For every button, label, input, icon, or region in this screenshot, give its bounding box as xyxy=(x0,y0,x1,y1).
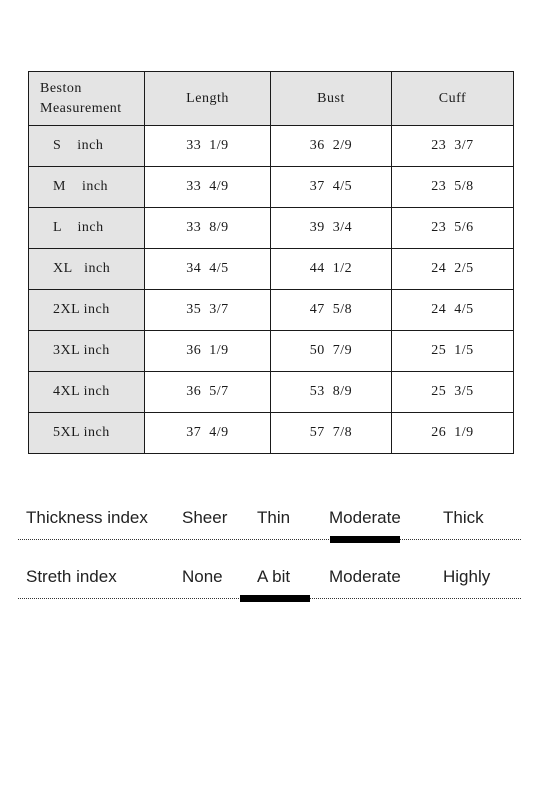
cuff-cell: 25 3/5 xyxy=(392,372,514,413)
table-row xyxy=(29,331,514,372)
header-corner-line2: Measurement xyxy=(40,100,122,116)
cuff-cell: 23 3/7 xyxy=(392,126,514,167)
header-corner-line1: Beston xyxy=(40,80,82,96)
bust-cell: 44 1/2 xyxy=(271,249,392,290)
stretch-index-scale xyxy=(18,567,521,627)
length-cell: 36 1/9 xyxy=(145,331,271,372)
size-chart-table xyxy=(28,71,514,454)
size-label: 4XL inch xyxy=(29,372,145,413)
cuff-cell: 24 4/5 xyxy=(392,290,514,331)
cuff-cell: 25 1/5 xyxy=(392,331,514,372)
size-label: M inch xyxy=(29,167,145,208)
bust-cell: 53 8/9 xyxy=(271,372,392,413)
cuff-cell: 23 5/8 xyxy=(392,167,514,208)
size-label: 5XL inch xyxy=(29,413,145,454)
thickness-option-thin: Thin xyxy=(257,508,291,527)
bust-cell: 36 2/9 xyxy=(271,126,392,167)
thickness-option-moderate: Moderate xyxy=(329,508,401,527)
cuff-cell: 23 5/6 xyxy=(392,208,514,249)
size-label: 2XL inch xyxy=(29,290,145,331)
bust-cell: 50 7/9 xyxy=(271,331,392,372)
thickness-index-scale xyxy=(18,508,521,568)
size-label: 3XL inch xyxy=(29,331,145,372)
length-cell: 33 8/9 xyxy=(145,208,271,249)
length-cell: 37 4/9 xyxy=(145,413,271,454)
size-label: XL inch xyxy=(29,249,145,290)
stretch-index-label: Streth index xyxy=(26,567,117,586)
thickness-dotted-line xyxy=(18,539,521,540)
bust-cell: 57 7/8 xyxy=(271,413,392,454)
length-cell: 34 4/5 xyxy=(145,249,271,290)
size-label: S inch xyxy=(29,126,145,167)
thickness-selected-marker xyxy=(330,536,400,543)
thickness-option-sheer: Sheer xyxy=(182,508,228,527)
table-header-row xyxy=(29,72,514,126)
bust-cell: 37 4/5 xyxy=(271,167,392,208)
header-cuff: Cuff xyxy=(392,72,514,126)
thickness-option-thick: Thick xyxy=(443,508,484,527)
stretch-option-moderate: Moderate xyxy=(329,567,401,586)
table-row xyxy=(29,126,514,167)
table-row xyxy=(29,413,514,454)
stretch-selected-marker xyxy=(240,595,310,602)
length-cell: 35 3/7 xyxy=(145,290,271,331)
table-row xyxy=(29,208,514,249)
bust-cell: 39 3/4 xyxy=(271,208,392,249)
stretch-option-highly: Highly xyxy=(443,567,491,586)
table-row xyxy=(29,290,514,331)
header-bust: Bust xyxy=(271,72,392,126)
table-row xyxy=(29,372,514,413)
table-row xyxy=(29,249,514,290)
cuff-cell: 26 1/9 xyxy=(392,413,514,454)
stretch-option-none: None xyxy=(182,567,223,586)
size-label: L inch xyxy=(29,208,145,249)
length-cell: 33 1/9 xyxy=(145,126,271,167)
thickness-index-label: Thickness index xyxy=(26,508,148,527)
cuff-cell: 24 2/5 xyxy=(392,249,514,290)
bust-cell: 47 5/8 xyxy=(271,290,392,331)
stretch-option-a-bit: A bit xyxy=(257,567,291,586)
header-measurement xyxy=(29,72,145,126)
length-cell: 36 5/7 xyxy=(145,372,271,413)
length-cell: 33 4/9 xyxy=(145,167,271,208)
table-row xyxy=(29,167,514,208)
header-length: Length xyxy=(145,72,271,126)
